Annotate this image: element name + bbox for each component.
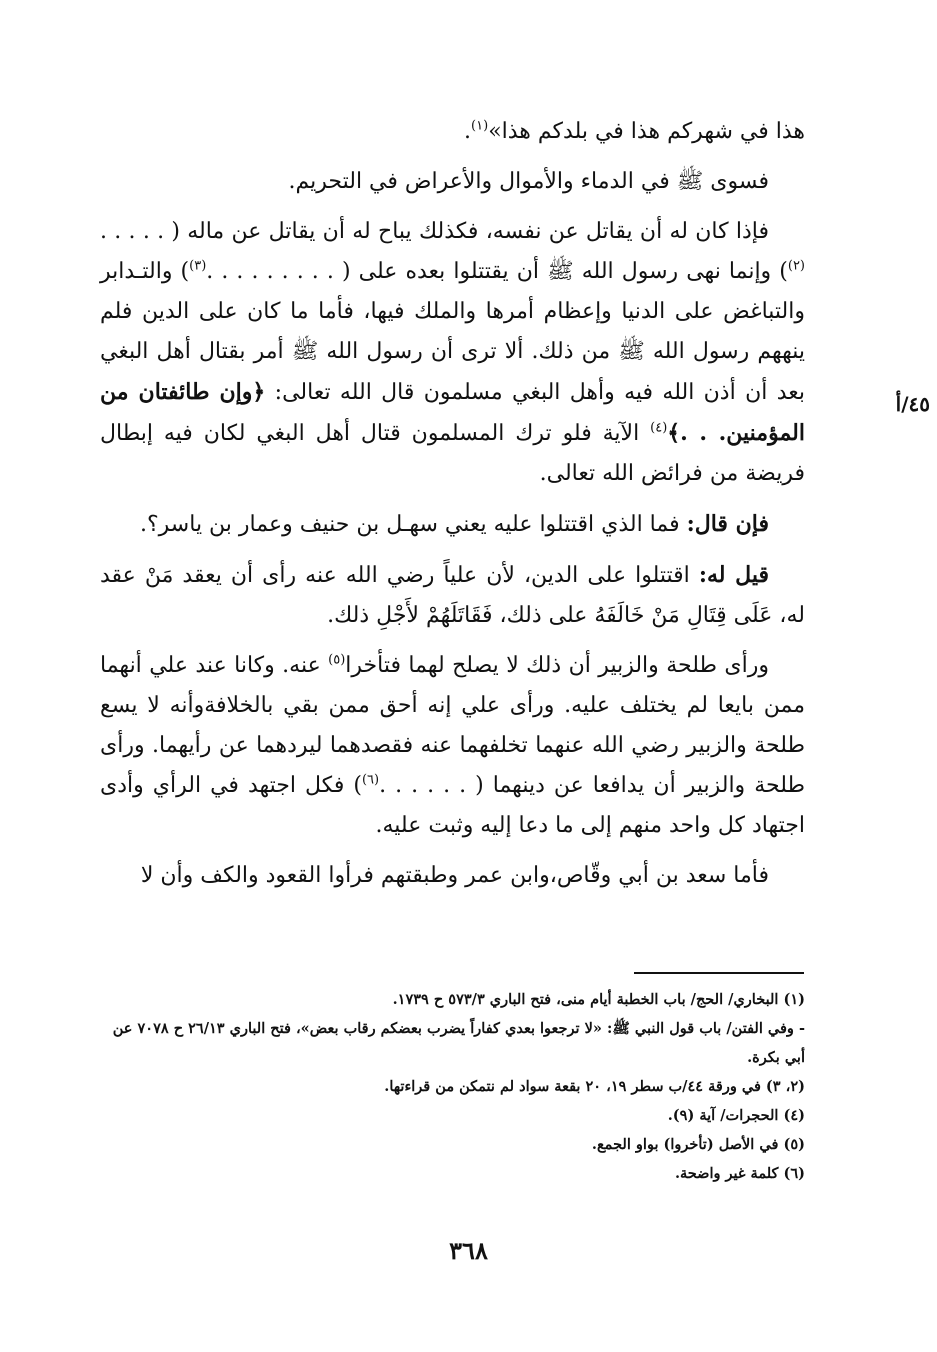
footnote-5: (٥) في الأصل (تأخروا) بواو الجمع.	[591, 1136, 805, 1153]
lead-phrase: فإن قال:	[686, 511, 769, 537]
footnote-ref[interactable]: (١)	[471, 118, 489, 134]
margin-folio-note: ٤٥/أ	[895, 392, 930, 416]
paragraph-2	[100, 162, 805, 202]
paragraph-1	[100, 112, 805, 152]
paragraph-6	[100, 646, 805, 846]
text-run: ) فكل اجتهد في الرأي وأدى اجتهاد كل واحد منهم إلى ما دعا إليه وثبت عليه.	[100, 773, 805, 838]
footnote-ref[interactable]: (٣)	[189, 258, 207, 274]
text-run: هذا في شهركم هذا في بلدكم هذا»	[488, 119, 805, 144]
main-text	[100, 112, 805, 906]
text-run: عنه. وكانا عند علي أنهما ممن بايعا لم يختلف عليه. ورأى علي إنه أحق ممن بقي بالخلافةوأنه لا يسع طلحة والزبير رضي الله عنهما تخلفهما عنه فقصدهما ليردهما عن رأيهما. ورأى طلحة والزبير أن يدافعا عن دينهما ( . . . . . .	[100, 653, 805, 798]
footnote-separator	[634, 972, 804, 974]
footnote-ref[interactable]: (٢)	[787, 258, 805, 274]
quran-verse: ﴿وإن طائفتان من المؤمنين. . .﴾	[100, 379, 805, 446]
text-run: فما الذي اقتتلوا عليه يعني سهـل بن حنيف وعمار بن ياسر؟.	[140, 512, 680, 537]
footnote-2-3: (٢، ٣) في ورقة ٤٤/ب سطر ١٩، ٢٠ بقعة سواد لم نتمكن من قراءتها.	[384, 1078, 805, 1095]
text-run: فسوى ﷺ في الدماء والأموال والأعراض في التحريم.	[288, 169, 769, 194]
footnote-6: (٦) كلمة غير واضحة.	[674, 1165, 805, 1182]
footnote-1: (١) البخاري/ الحج/ باب الخطبة أيام منى، فتح الباري ٥٧٣/٣ ح ١٧٣٩.	[392, 991, 805, 1008]
footnote-ref[interactable]: (٦)	[361, 772, 380, 788]
text-run: فأما سعد بن أبي وقّاص،وابن عمر وطبقتهم فرأوا القعود والكف وأن لا	[140, 863, 769, 888]
footnotes	[100, 985, 805, 1188]
text-run: ورأى طلحة والزبير أن ذلك لا يصلح لهما فتأخرا	[345, 653, 769, 678]
paragraph-5	[100, 555, 805, 636]
footnote-1-continued: - وفي الفتن/ باب قول النبي ﷺ: «لا ترجعوا بعدي كفاراً يضرب بعضكم رقاب بعض»، فتح الباري ٢٦/١٣ ح ٧٠٧٨ عن أبي بكرة.	[112, 1020, 805, 1066]
paragraph-4	[100, 504, 805, 545]
text-run: الآية فلو ترك المسلمون قتال أهل البغي لكان فيه إبطال فريضة من فرائض الله تعالى.	[100, 421, 805, 486]
page-number: ٣٦٨	[449, 1236, 488, 1265]
text-run: فإذا كان له أن يقاتل عن نفسه، فكذلك يباح له أن يقاتل عن ماله ( . . . . .	[100, 219, 769, 244]
lead-phrase: قيل له:	[698, 562, 769, 588]
footnote-ref[interactable]: (٤)	[650, 420, 668, 436]
text-run: اقتتلوا على الدين، لأن علياً رضي الله عنه رأى أن يعقد مَنْ عقد له، عَلَى قِتَالِ مَنْ خَالَفَهُ على ذلك، فَقَاتَلَهُمْ لأَجْلِ ذلك.	[100, 563, 805, 628]
text-run: .	[464, 119, 472, 144]
paragraph-3	[100, 212, 805, 494]
text-run: ) والتـدابر والتباغض على الدنيا وإعظام أمرها والملك فيها، فأما ما كان على الدين فلم ينههم رسول الله ﷺ من ذلك. ألا ترى أن رسول الله ﷺ أمر بقتال أهل البغي بعد أن أذن الله فيه وأهل البغي مسلمون قال الله تعالى:	[100, 259, 805, 405]
footnote-ref[interactable]: (٥)	[328, 652, 346, 668]
paragraph-7	[100, 856, 805, 896]
text-run: ) وإنما نهى رسول الله ﷺ أن يقتتلوا بعده على ( . . . . . . . . .	[206, 259, 788, 284]
footnote-4: (٤) الحجرات/ آية (٩).	[667, 1107, 805, 1124]
